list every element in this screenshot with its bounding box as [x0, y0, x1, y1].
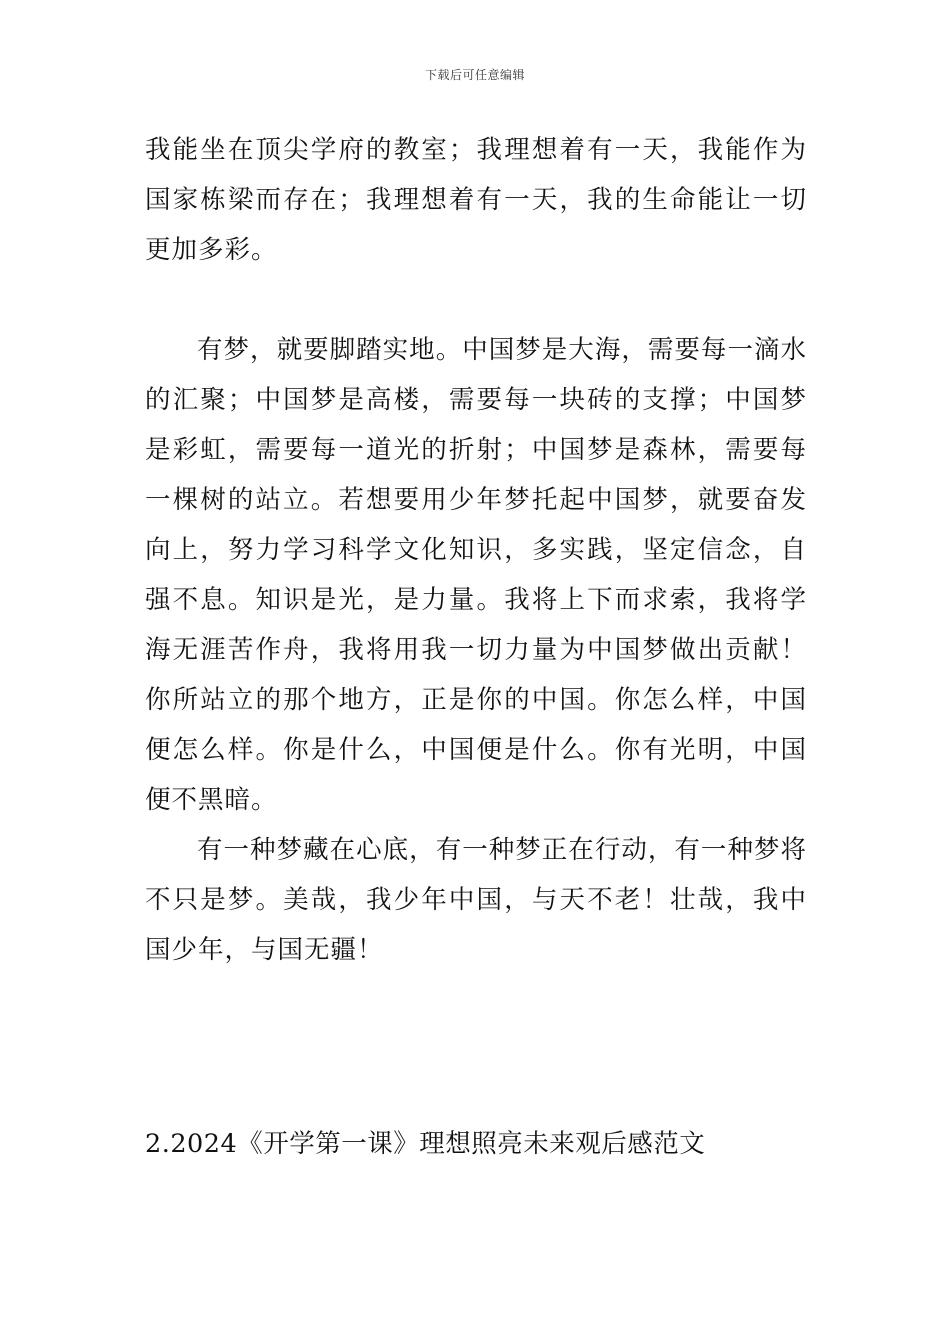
paragraph-dream-closing: 有一种梦藏在心底，有一种梦正在行动，有一种梦将不只是梦。美哉，我少年中国，与天不老！壮哉，我中国少年，与国无疆！ [145, 835, 807, 965]
page-header-note: 下载后可任意编辑 [424, 68, 525, 82]
paragraph-dream-down-to-earth: 有梦，就要脚踏实地。中国梦是大海，需要每一滴水的汇聚；中国梦是高楼，需要每一块砖的支撑；中国梦是彩虹，需要每一道光的折射；中国梦是森林，需要每一棵树的站立。若想要用少年梦托起中国梦，就要奋发向上，努力学习科学文化知识，多实践，坚定信念，自强不息。知识是光，是力量。我将上下而求索，我将学海无涯苦作舟，我将用我一切力量为中国梦做出贡献！你所站立的那个地方，正是你的中国。你怎么样，中国便怎么样。你是什么，中国便是什么。你有光明，中国便不黑暗。 [145, 335, 807, 815]
paragraph-continuation: 我能坐在顶尖学府的教室；我理想着有一天，我能作为国家栋梁而存在；我理想着有一天，我的生命能让一切更加多彩。 [145, 135, 807, 265]
section-heading: 2.2024《开学第一课》理想照亮未来观后感范文 [145, 1129, 706, 1159]
